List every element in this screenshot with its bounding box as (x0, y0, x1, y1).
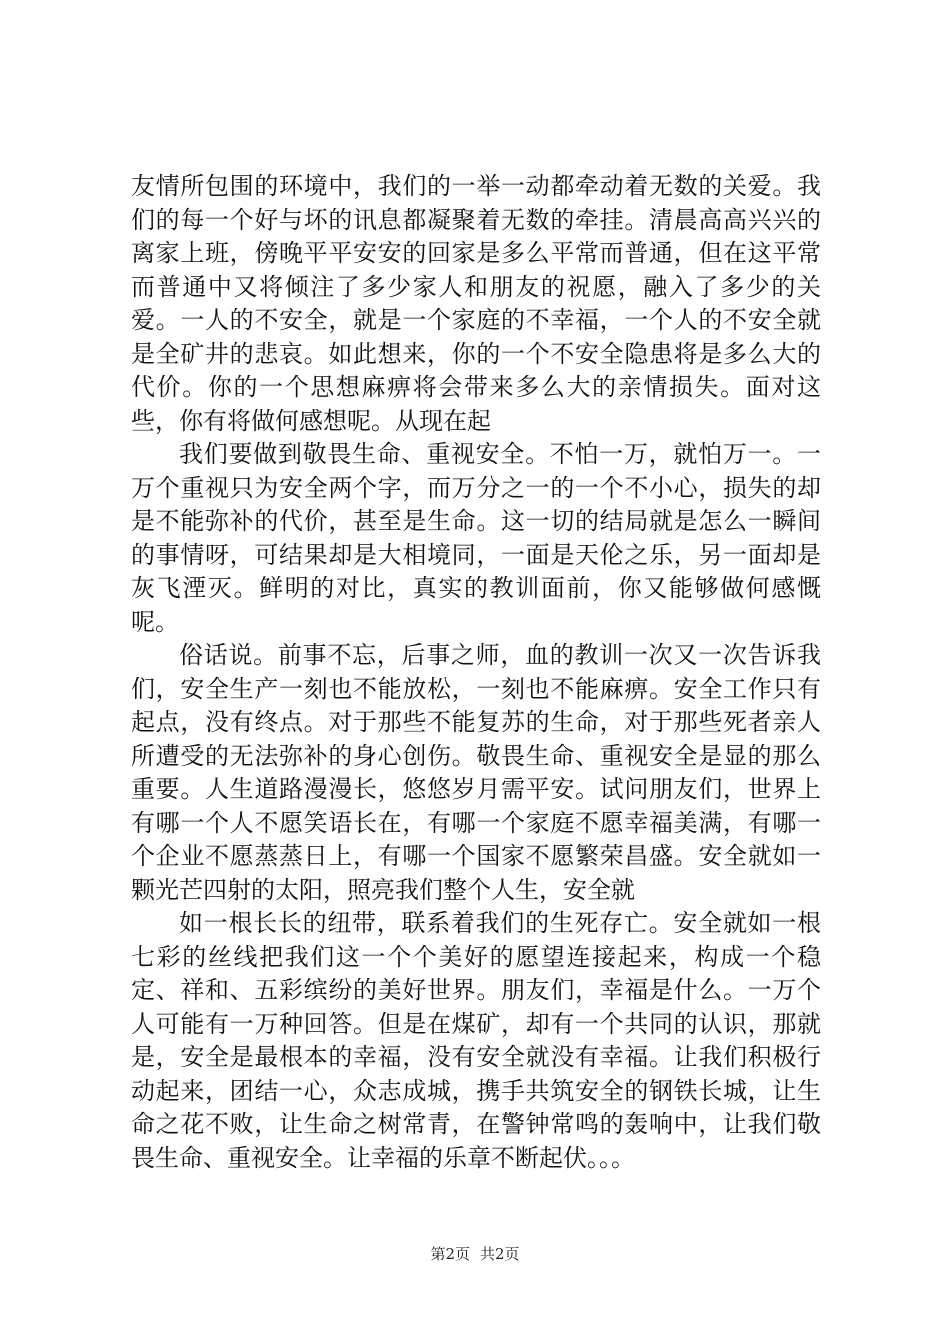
body-text (131, 170, 821, 1175)
paragraph-4: 如一根长长的纽带，联系着我们的生死存亡。安全就如一根七彩的丝线把我们这一个个美好的愿望连接起来，构成一个稳定、祥和、五彩缤纷的美好世界。朋友们，幸福是什么。一万个人可能有一万种回答。但是在煤矿，却有一个共同的认识，那就是，安全是最根本的幸福，没有安全就没有幸福。让我们积极行动起来，团结一心，众志成城，携手共筑安全的钢铁长城，让生命之花不败，让生命之树常青，在警钟常鸣的轰响中，让我们敬畏生命、重视安全。让幸福的乐章不断起伏。。。 (131, 909, 821, 1172)
paragraph-3: 俗话说。前事不忘，后事之师，血的教训一次又一次告诉我们，安全生产一刻也不能放松，一刻也不能麻痹。安全工作只有起点，没有终点。对于那些不能复苏的生命，对于那些死者亲人所遭受的无法弥补的身心创伤。敬畏生命、重视安全是显的那么重要。人生道路漫漫长，悠悠岁月需平安。试问朋友们，世界上有哪一个人不愿笑语长在，有哪一个家庭不愿幸福美满，有哪一个企业不愿蒸蒸日上，有哪一个国家不愿繁荣昌盛。安全就如一颗光芒四射的太阳，照亮我们整个人生，安全就 (131, 641, 821, 904)
page-footer (0, 1243, 950, 1264)
paragraph-2: 我们要做到敬畏生命、重视安全。不怕一万，就怕万一。一万个重视只为安全两个字，而万分之一的一个不小心，损失的却是不能弥补的代价，甚至是生命。这一切的结局就是怎么一瞬间的事情呀，可结果却是大相境同，一面是天伦之乐，另一面却是灰飞湮灭。鲜明的对比，真实的教训面前，你又能够做何感慨呢。 (131, 440, 821, 636)
page-total: 共2页 (480, 1245, 520, 1263)
page-number: 第2页 (430, 1245, 470, 1263)
paragraph-1: 友情所包围的环境中，我们的一举一动都牵动着无数的关爱。我们的每一个好与坏的讯息都凝聚着无数的牵挂。清晨高高兴兴的离家上班，傍晚平平安安的回家是多么平常而普通，但在这平常而普通中又将倾注了多少家人和朋友的祝愿，融入了多少的关爱。一人的不安全，就是一个家庭的不幸福，一个人的不安全就是全矿井的悲哀。如此想来，你的一个不安全隐患将是多么大的代价。你的一个思想麻痹将会带来多么大的亲情损失。面对这些，你有将做何感想呢。从现在起 (131, 172, 821, 435)
